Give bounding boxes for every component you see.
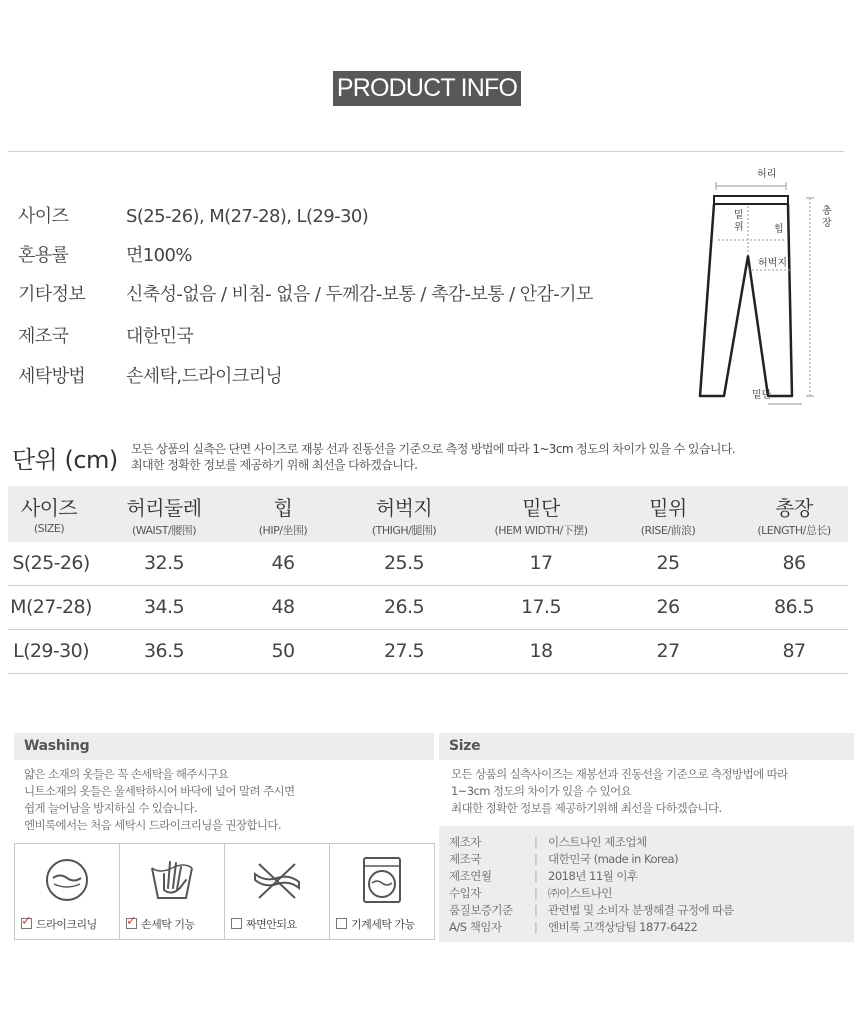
- header-length: 총장: [775, 496, 813, 520]
- table-cell: M(27-28): [10, 596, 92, 618]
- washing-options: [14, 843, 435, 940]
- info-value: 신축성-없음 / 비침- 없음 / 두께감-보통 / 촉감-보통 / 안감-기모: [126, 284, 593, 305]
- meta-value: ㈜이스트나인: [548, 886, 613, 900]
- header-hip-sub: (HIP/坐围): [258, 524, 308, 537]
- washing-machine-icon: [356, 854, 408, 906]
- wash-option-label: 기계세탁 가능: [351, 918, 415, 931]
- info-row-size: [18, 202, 368, 228]
- meta-value: 엔비룩 고객상담팀 1877-6422: [548, 920, 698, 934]
- washing-line: 엔비룩에서는 처음 세탁시 드라이크리닝을 권장합니다.: [24, 818, 281, 832]
- header-hem: 밑단: [522, 496, 560, 520]
- meta-separator: |: [534, 886, 538, 900]
- unit-title: 단위 (cm): [12, 446, 118, 474]
- washing-line: 얇은 소재의 옷들은 꼭 손세탁을 해주시구요: [24, 767, 229, 781]
- table-cell: 34.5: [144, 596, 184, 618]
- table-cell: 17: [529, 552, 553, 574]
- info-value: 대한민국: [126, 326, 194, 347]
- info-label: 제조국: [18, 326, 69, 347]
- table-cell: S(25-26): [12, 552, 90, 574]
- info-value: S(25-26), M(27-28), L(29-30): [126, 206, 369, 227]
- diagram-label-length-1: 총: [822, 206, 832, 217]
- table-cell: 32.5: [144, 552, 184, 574]
- meta-key: 제조자: [449, 835, 481, 849]
- checkbox-icon[interactable]: [231, 918, 242, 929]
- product-meta-box: [439, 826, 854, 942]
- wash-option-caption: [231, 916, 297, 932]
- size-note-line: 1~3cm 정도의 차이가 있을 수 있어요: [451, 784, 632, 798]
- wash-option-label: 짜면안되요: [246, 918, 297, 931]
- checkbox-checked-icon[interactable]: [126, 918, 137, 929]
- table-cell: 27: [656, 640, 680, 662]
- table-cell: 26: [656, 596, 680, 618]
- meta-key: 제조국: [449, 852, 481, 866]
- meta-key: A/S 책임자: [449, 920, 502, 934]
- table-row: [8, 586, 848, 630]
- wash-option-dry-clean: [15, 844, 120, 939]
- meta-value: 이스트나인 제조업체: [548, 835, 647, 849]
- pants-outline-icon: [690, 160, 850, 410]
- info-value: 손세탁,드라이크리닝: [126, 366, 283, 387]
- table-cell: 87: [782, 640, 806, 662]
- page-title: PRODUCT INFO: [333, 71, 521, 106]
- meta-separator: |: [534, 852, 538, 866]
- header-size-sub: (SIZE): [33, 522, 65, 535]
- table-cell: L(29-30): [13, 640, 89, 662]
- meta-row: [449, 902, 734, 918]
- size-table-header: [8, 486, 848, 542]
- size-note-line: 모든 상품의 실측사이즈는 재봉선과 진동선을 기준으로 측정방법에 따라: [451, 767, 788, 781]
- table-row: [8, 630, 848, 674]
- meta-separator: |: [534, 835, 538, 849]
- checkbox-checked-icon[interactable]: [21, 918, 32, 929]
- table-cell: 17.5: [521, 596, 561, 618]
- size-panel-note: [451, 766, 788, 817]
- table-cell: 50: [271, 640, 295, 662]
- diagram-label-waist: 허리: [757, 169, 777, 180]
- meta-key: 제조연월: [449, 869, 492, 883]
- info-row-wash: [18, 362, 282, 388]
- meta-row: [449, 851, 678, 867]
- washing-panel-title: Washing: [14, 733, 434, 760]
- table-cell: 86.5: [774, 596, 814, 618]
- header-length-sub: (LENGTH/总长): [757, 524, 831, 537]
- meta-separator: |: [534, 920, 538, 934]
- diagram-label-hem: 밑단: [752, 390, 772, 401]
- meta-value: 2018년 11월 이후: [548, 869, 638, 883]
- unit-note: [131, 441, 735, 473]
- info-label: 혼용률: [18, 245, 69, 266]
- meta-separator: |: [534, 869, 538, 883]
- diagram-label-rise-2: 위: [734, 222, 744, 233]
- table-cell: 48: [271, 596, 295, 618]
- divider: [8, 151, 844, 152]
- unit-note-line: 모든 상품의 실측은 단면 사이즈로 재봉 선과 진동선을 기준으로 측정 방법에 따라 1~3cm 정도의 차이가 있을 수 있습니다.: [131, 442, 736, 456]
- table-cell: 25: [656, 552, 680, 574]
- table-cell: 26.5: [384, 596, 424, 618]
- header-rise: 밑위: [649, 496, 687, 520]
- header-thigh-sub: (THIGH/腿围): [371, 524, 437, 537]
- header-thigh: 허벅지: [375, 496, 433, 520]
- wash-option-caption: [126, 916, 195, 932]
- header-size: 사이즈: [20, 496, 78, 520]
- table-cell: 27.5: [384, 640, 424, 662]
- meta-separator: |: [534, 903, 538, 917]
- table-cell: 36.5: [144, 640, 184, 662]
- meta-key: 품질보증기준: [449, 903, 513, 917]
- diagram-label-thigh: 허벅지: [758, 258, 787, 269]
- meta-key: 수입자: [449, 886, 481, 900]
- pants-measurement-diagram: [690, 160, 850, 410]
- checkbox-icon[interactable]: [336, 918, 347, 929]
- meta-row: [449, 834, 647, 850]
- header-hip: 힙: [273, 496, 293, 520]
- header-waist: 허리둘레: [126, 496, 202, 520]
- info-row-etc: [18, 280, 593, 306]
- wash-option-caption: [21, 916, 97, 932]
- header-hem-sub: (HEM WIDTH/下摆): [494, 524, 588, 537]
- wash-option-label: 손세탁 기능: [141, 918, 195, 931]
- info-label: 사이즈: [18, 206, 69, 227]
- size-panel-title: Size: [439, 733, 854, 760]
- info-value: 면100%: [126, 245, 192, 266]
- wash-option-machine: [330, 844, 435, 939]
- meta-row: [449, 868, 638, 884]
- table-cell: 18: [529, 640, 553, 662]
- dry-clean-icon: [41, 854, 93, 906]
- info-label: 기타정보: [18, 284, 86, 305]
- table-cell: 46: [271, 552, 295, 574]
- wash-option-caption: [336, 916, 415, 932]
- washing-instructions: [24, 766, 295, 834]
- size-note-line: 최대한 정확한 정보를 제공하기위해 최선을 다하겠습니다.: [451, 801, 722, 815]
- washing-line: 니트소재의 옷들은 울세탁하시어 바닥에 널어 말려 주시면: [24, 784, 295, 798]
- meta-row: [449, 885, 612, 901]
- info-row-material: [18, 241, 192, 267]
- header-waist-sub: (WAIST/腰围): [131, 524, 197, 537]
- meta-value: 관련법 및 소비자 분쟁해결 규정에 따름: [548, 903, 734, 917]
- diagram-label-length-2: 장: [822, 218, 832, 229]
- wash-option-hand-wash: [120, 844, 225, 939]
- header-rise-sub: (RISE/前浪): [640, 524, 696, 537]
- hand-wash-icon: [146, 854, 198, 906]
- table-cell: 25.5: [384, 552, 424, 574]
- table-row: [8, 542, 848, 586]
- unit-note-line: 최대한 정확한 정보를 제공하기 위해 최선을 다하겠습니다.: [131, 458, 418, 472]
- meta-value: 대한민국 (made in Korea): [548, 852, 679, 866]
- diagram-label-rise-1: 밑: [734, 210, 744, 221]
- wash-option-label: 드라이크리닝: [36, 918, 97, 931]
- info-row-origin: [18, 322, 193, 348]
- diagram-label-hip: 힙: [774, 224, 784, 235]
- washing-line: 쉽게 늘어남을 방지하실 수 있습니다.: [24, 801, 197, 815]
- info-label: 세탁방법: [18, 366, 86, 387]
- table-cell: 86: [782, 552, 806, 574]
- meta-row: [449, 919, 697, 935]
- no-wring-icon: [251, 854, 303, 906]
- wash-option-no-wring: [225, 844, 330, 939]
